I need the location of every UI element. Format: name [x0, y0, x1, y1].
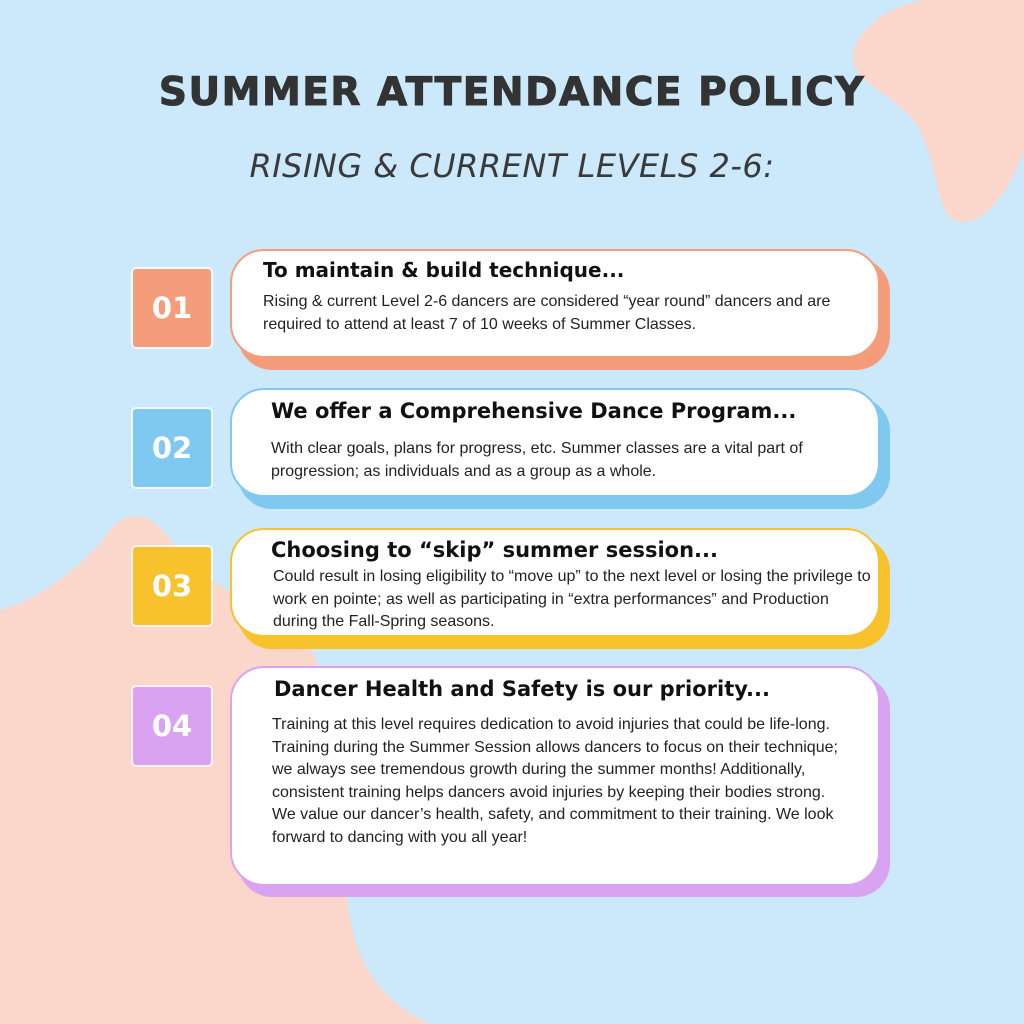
card-heading: To maintain & build technique...: [263, 258, 625, 282]
page-subtitle: RISING & CURRENT LEVELS 2-6:: [249, 147, 775, 185]
item-number-badge: 04: [133, 687, 211, 765]
item-number-badge: 02: [133, 409, 211, 487]
card-body: With clear goals, plans for progress, etc. Summer classes are a vital part of progression; as individuals and as a group as a whole.: [271, 440, 803, 480]
card-heading: We offer a Comprehensive Dance Program...: [271, 399, 797, 423]
item-number-badge: 03: [133, 547, 211, 625]
page-title: SUMMER ATTENDANCE POLICY: [158, 70, 866, 115]
card-body: Could result in losing eligibility to “move up” to the next level or losing the privilege to work en pointe; as well as participating in “extra performances” and Production during the Fall-Spring seasons.: [273, 568, 871, 630]
card-body: Rising & current Level 2-6 dancers are considered “year round” dancers and are required to attend at least 7 of 10 weeks of Summer Classes.: [263, 293, 831, 333]
card-body: Training at this level requires dedication to avoid injuries that could be life-long. Training during the Summer Session allows dancers to focus on their technique; we always see tremendous growth during the summer months! Additionally, consistent training helps dancers avoid injuries by keeping their bodies strong. We value our dancer’s health, safety, and commitment to their training. We look forward to dancing with you all year!: [272, 716, 838, 846]
item-number-badge: 01: [133, 269, 211, 347]
card-heading: Choosing to “skip” summer session...: [271, 538, 718, 562]
card-heading: Dancer Health and Safety is our priority...: [274, 677, 770, 701]
